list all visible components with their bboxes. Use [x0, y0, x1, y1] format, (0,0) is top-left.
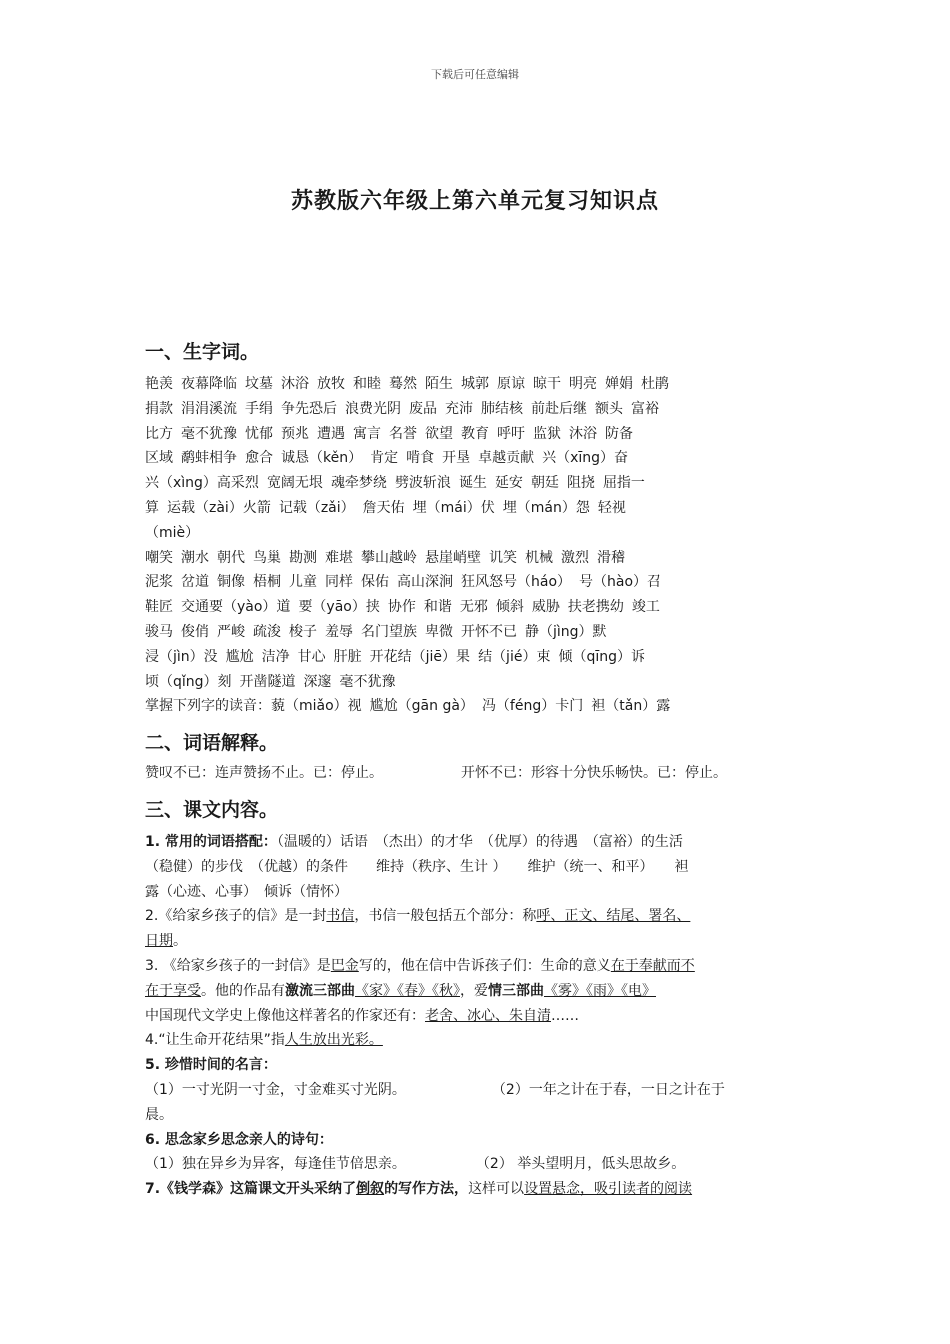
vocab-word: 愈合 [245, 450, 273, 467]
vocab-word: 潮水 [181, 549, 209, 566]
vocab-word: 坟墓 [245, 376, 273, 392]
vocab-word: 晾干 [533, 376, 561, 392]
item-7-text-c: 这样可以 [468, 1181, 525, 1198]
quote-1: （1）一寸光阴一寸金，寸金难买寸光阴。 [145, 1081, 406, 1098]
vocab-word: 岔道 [181, 574, 209, 591]
vocab-word: 富裕 [631, 400, 659, 417]
vocab-word: 艳羡 [145, 376, 173, 392]
vocab-line [145, 595, 809, 620]
vocab-word: 肝脏 [333, 648, 362, 665]
vocab-line [145, 694, 809, 719]
vocab-word: 静（jìng）默 [525, 623, 607, 640]
vocab-word: 顷（qǐng）刻 [145, 673, 232, 690]
vocab-word: 泥浆 [145, 574, 173, 591]
vocab-word: 屈指一 [602, 475, 645, 492]
vocab-line [145, 496, 809, 521]
page-title: 苏教版六年级上第六单元复习知识点 [290, 189, 659, 214]
item-3-underline-6: 老舍、冰心、朱自清 [425, 1007, 551, 1024]
item-3 [145, 954, 809, 979]
vocab-word: 捐款 [145, 400, 173, 417]
vocab-word: 甘心 [297, 648, 326, 665]
vocab-line [145, 471, 809, 496]
vocab-line [145, 570, 809, 595]
vocab-word: 防备 [605, 425, 633, 442]
vocab-word: 俊俏 [181, 623, 209, 640]
vocab-word: 勘测 [289, 549, 317, 566]
vocab-word: 激烈 [561, 549, 589, 566]
header-note: 下载后可任意编辑 [431, 68, 519, 81]
definition-line [145, 761, 809, 786]
item-3-underline-4: 《家》《春》《秋》 [355, 982, 460, 999]
vocab-word: 狂风怒号（háo） [461, 574, 572, 591]
vocab-word: 尴尬 [225, 648, 254, 665]
vocab-word: 轻视 [597, 499, 626, 516]
item-3-underline-5: 《雾》《雨》《电》 [544, 982, 656, 999]
vocab-word: 蓦然 [389, 376, 417, 392]
vocab-word: 开花结（jiē）果 [369, 648, 471, 665]
vocab-word: 前赴后继 [531, 400, 587, 417]
vocab-word: 无邪 [459, 599, 488, 616]
vocab-word: 浸（jìn）没 [145, 648, 218, 665]
vocab-word: 袒（tǎn）露 [591, 698, 671, 715]
vocab-word: 啃食 [406, 450, 435, 467]
item-3-bold-1: 激流三部曲 [285, 982, 355, 999]
vocab-word: 攀山越岭 [361, 549, 417, 566]
poem-2: （2） 举头望明月，低头思故乡。 [475, 1156, 686, 1173]
vocab-word: 开凿隧道 [239, 673, 296, 690]
vocab-word: 和谐 [423, 599, 452, 616]
vocab-word: 手绢 [245, 400, 273, 417]
section3-body [145, 830, 809, 1202]
item-2-line2 [145, 929, 809, 954]
vocab-word: 同样 [325, 574, 353, 591]
vocab-word: 难堪 [325, 549, 353, 566]
item-2-text-b: ，书信一般包括五个部分：称 [354, 908, 537, 925]
vocab-line [145, 372, 809, 397]
vocab-word: （miè） [145, 524, 200, 541]
vocab-word: 鞋匠 [145, 599, 173, 616]
item-1-line2: （稳健）的步伐 （优越）的条件 维持（秩序、生计 ） 维护（统一、和平） 袒 [145, 858, 689, 875]
vocab-word: 沐浴 [281, 376, 309, 392]
vocab-word: 朝代 [217, 549, 245, 566]
vocab-word: 欲望 [425, 425, 453, 442]
vocab-word: 明亮 [569, 376, 597, 392]
item-3-text-a: 3. 《给家乡孩子的一封信》是 [145, 957, 331, 974]
vocab-word: 魂牵梦绕 [330, 475, 387, 492]
item-3-underline-1: 巴金 [330, 957, 359, 974]
item-7-text-a: 7.《钱学森》这篇课文开头采纳了 [145, 1181, 357, 1198]
vocab-word: 婵娟 [605, 376, 633, 392]
vocab-word: 卓越贡献 [478, 450, 535, 467]
vocab-line [145, 645, 809, 670]
item-2-underline-1: 书信 [326, 908, 355, 925]
item-3-line3 [145, 1004, 809, 1029]
vocab-word: 毫不犹豫 [339, 673, 396, 690]
item-1-line3: 露（心迹、心事） 倾诉（情怀） [145, 883, 348, 900]
vocab-word: 运载（zài）火箭 [167, 499, 271, 516]
quote-2-continued: 晨。 [145, 1106, 173, 1123]
item-6-poems [145, 1152, 809, 1177]
vocab-word: 嘲笑 [145, 549, 173, 566]
item-5-quotes [145, 1078, 809, 1103]
vocab-word: 梭子 [289, 623, 317, 640]
item-7-text-b: 的写作方法， [384, 1181, 469, 1198]
item-4-text: 4.“让生命开花结果”指 [145, 1032, 285, 1049]
vocab-word: 扶老携幼 [567, 599, 624, 616]
item-3-text-f: …… [551, 1007, 579, 1024]
vocab-word: 陌生 [425, 376, 453, 392]
vocab-word: 詹天佑 [362, 499, 405, 516]
section2-heading: 二、词语解释。 [145, 732, 279, 755]
item-7 [145, 1177, 809, 1202]
vocab-word: 尴尬（gān gà） [369, 698, 474, 715]
vocab-word: 洁净 [261, 648, 290, 665]
vocab-word: 区域 [145, 450, 173, 467]
vocab-line [145, 521, 809, 546]
vocab-word: 结（jié）束 [478, 648, 551, 665]
item-1-label: 1. 常用的词语搭配： [145, 833, 277, 850]
item-3-line2 [145, 979, 809, 1004]
definition-item-2: 开怀不已：形容十分快乐畅快。已：停止。 [461, 765, 727, 782]
item-2-text-a: 2.《给家乡孩子的信》是一封 [145, 908, 327, 925]
vocab-word: 充沛 [445, 400, 473, 417]
vocab-word: 诞生 [458, 475, 487, 492]
vocab-word: 杜鹃 [641, 376, 669, 392]
item-3-underline-2: 在于奉献而不 [610, 957, 695, 974]
vocab-word: 号（hào）召 [579, 574, 662, 591]
vocab-word: 肯定 [370, 450, 399, 467]
vocab-word: 朝廷 [530, 475, 559, 492]
vocab-word: 交通要（yào）道 [181, 599, 291, 616]
vocab-word: 梧桐 [253, 574, 281, 591]
vocab-word: 算 [145, 499, 159, 516]
vocab-word: 阻挠 [566, 475, 595, 492]
vocab-word: 严峻 [217, 623, 245, 640]
vocab-word: 和睦 [353, 376, 381, 392]
vocab-word: 倾斜 [495, 599, 524, 616]
vocab-line [145, 546, 809, 571]
vocab-word: 监狱 [533, 425, 561, 442]
vocab-word: 机械 [525, 549, 553, 566]
vocab-word: 威胁 [531, 599, 560, 616]
vocab-word: 记载（zǎi） [278, 499, 355, 516]
vocab-list [145, 372, 809, 719]
poem-1: （1）独在异乡为异客，每逢佳节倍思亲。 [145, 1156, 406, 1173]
vocab-word: 原谅 [497, 376, 525, 392]
item-4 [145, 1028, 809, 1053]
vocab-word: 争先恐后 [281, 400, 337, 417]
item-1 [145, 830, 809, 855]
vocab-word: 预兆 [281, 425, 309, 442]
vocab-line [145, 446, 809, 471]
item-3-text-e: 中国现代文学史上像他这样著名的作家还有： [145, 1007, 425, 1024]
vocab-word: 冯（féng）卡门 [481, 698, 584, 715]
vocab-word: 埋（mán）怨 [502, 499, 590, 516]
vocab-word: 放牧 [317, 376, 345, 392]
item-7-underline-1: 倒叙 [356, 1181, 385, 1198]
vocab-word: 开怀不已 [461, 623, 517, 640]
vocab-word: 延安 [494, 475, 523, 492]
section1-heading: 一、生字词。 [145, 341, 260, 363]
vocab-word: 掌握下列字的读音：藐（miǎo）视 [145, 698, 362, 715]
vocab-word: 倾（qīng）诉 [558, 648, 646, 665]
vocab-word: 疏浚 [253, 623, 281, 640]
definition-item-1: 赞叹不已：连声赞扬不止。已：停止。 [145, 765, 383, 782]
item-3-underline-3: 在于享受 [145, 982, 201, 999]
vocab-word: 诚恳（kěn） [281, 450, 363, 467]
vocab-line [145, 670, 809, 695]
vocab-line [145, 620, 809, 645]
item-3-text-b: 写的，他在信中告诉孩子们：生命的意义 [358, 957, 611, 974]
vocab-word: 要（yāo）挟 [298, 599, 380, 616]
vocab-word: 肺结核 [481, 400, 523, 417]
vocab-line [145, 397, 809, 422]
vocab-word: 名誉 [389, 425, 417, 442]
vocab-word: 城郭 [461, 376, 489, 392]
item-2-underline-3: 日期 [145, 933, 173, 950]
vocab-word: 滑稽 [597, 549, 625, 566]
vocab-word: 浪费光阴 [345, 400, 401, 417]
document-content [145, 336, 809, 1202]
item-4-underline: 人生放出光彩。 [284, 1032, 383, 1049]
vocab-word: 讥笑 [489, 549, 517, 566]
vocab-word: 毫不犹豫 [181, 425, 237, 442]
vocab-word: 遭遇 [317, 425, 345, 442]
vocab-line [145, 422, 809, 447]
section3-heading: 三、课文内容。 [145, 798, 279, 821]
item-1-text: （温暖的）话语 （杰出）的才华 （优厚）的待遇 （富裕）的生活 [276, 833, 683, 850]
vocab-word: 保佑 [361, 574, 389, 591]
vocab-word: 教育 [461, 425, 489, 442]
vocab-word: 名门望族 [361, 623, 417, 640]
vocab-word: 羞辱 [325, 623, 353, 640]
vocab-word: 寓言 [353, 425, 381, 442]
vocab-word: 额头 [595, 400, 623, 417]
vocab-word: 宽阔无垠 [266, 475, 323, 492]
vocab-word: 铜像 [217, 574, 245, 591]
vocab-word: 劈波斩浪 [394, 475, 451, 492]
vocab-word: 深邃 [303, 673, 332, 690]
vocab-word: 鹬蚌相争 [181, 450, 237, 467]
vocab-word: 呼吁 [497, 425, 525, 442]
item-2-underline-2: 呼、正文、结尾、署名、 [536, 908, 691, 925]
item-7-underline-2: 设置悬念，吸引读者的阅读 [524, 1181, 693, 1198]
vocab-word: 竣工 [631, 599, 660, 616]
quote-2: （2）一年之计在于春，一日之计在于 [491, 1081, 725, 1098]
vocab-word: 卑微 [425, 623, 453, 640]
vocab-word: 兴（xīng）奋 [542, 450, 629, 467]
vocab-word: 鸟巢 [253, 549, 281, 566]
vocab-word: 骏马 [145, 623, 173, 640]
item-3-text-c: 。他的作品有 [201, 982, 285, 999]
vocab-word: 涓涓溪流 [181, 400, 237, 417]
item-6-label: 6. 思念家乡思念亲人的诗句： [145, 1131, 333, 1148]
item-3-bold-2: 情三部曲 [488, 982, 544, 999]
vocab-word: 高山深涧 [397, 574, 453, 591]
vocab-word: 开垦 [442, 450, 471, 467]
vocab-word: 夜幕降临 [181, 376, 237, 392]
vocab-word: 忧郁 [245, 425, 273, 442]
vocab-word: 悬崖峭壁 [425, 549, 481, 566]
vocab-word: 埋（mái）伏 [412, 499, 495, 516]
item-5-label: 5. 珍惜时间的名言： [145, 1057, 277, 1074]
vocab-word: 兴（xìng）高采烈 [145, 475, 259, 492]
item-2 [145, 904, 809, 929]
item-2-text-c: 。 [173, 933, 187, 950]
vocab-word: 废品 [409, 400, 437, 417]
vocab-word: 比方 [145, 425, 173, 442]
item-3-text-d: ，爱 [460, 982, 488, 999]
vocab-word: 儿童 [289, 574, 317, 591]
vocab-word: 协作 [387, 599, 416, 616]
vocab-word: 沐浴 [569, 425, 597, 442]
